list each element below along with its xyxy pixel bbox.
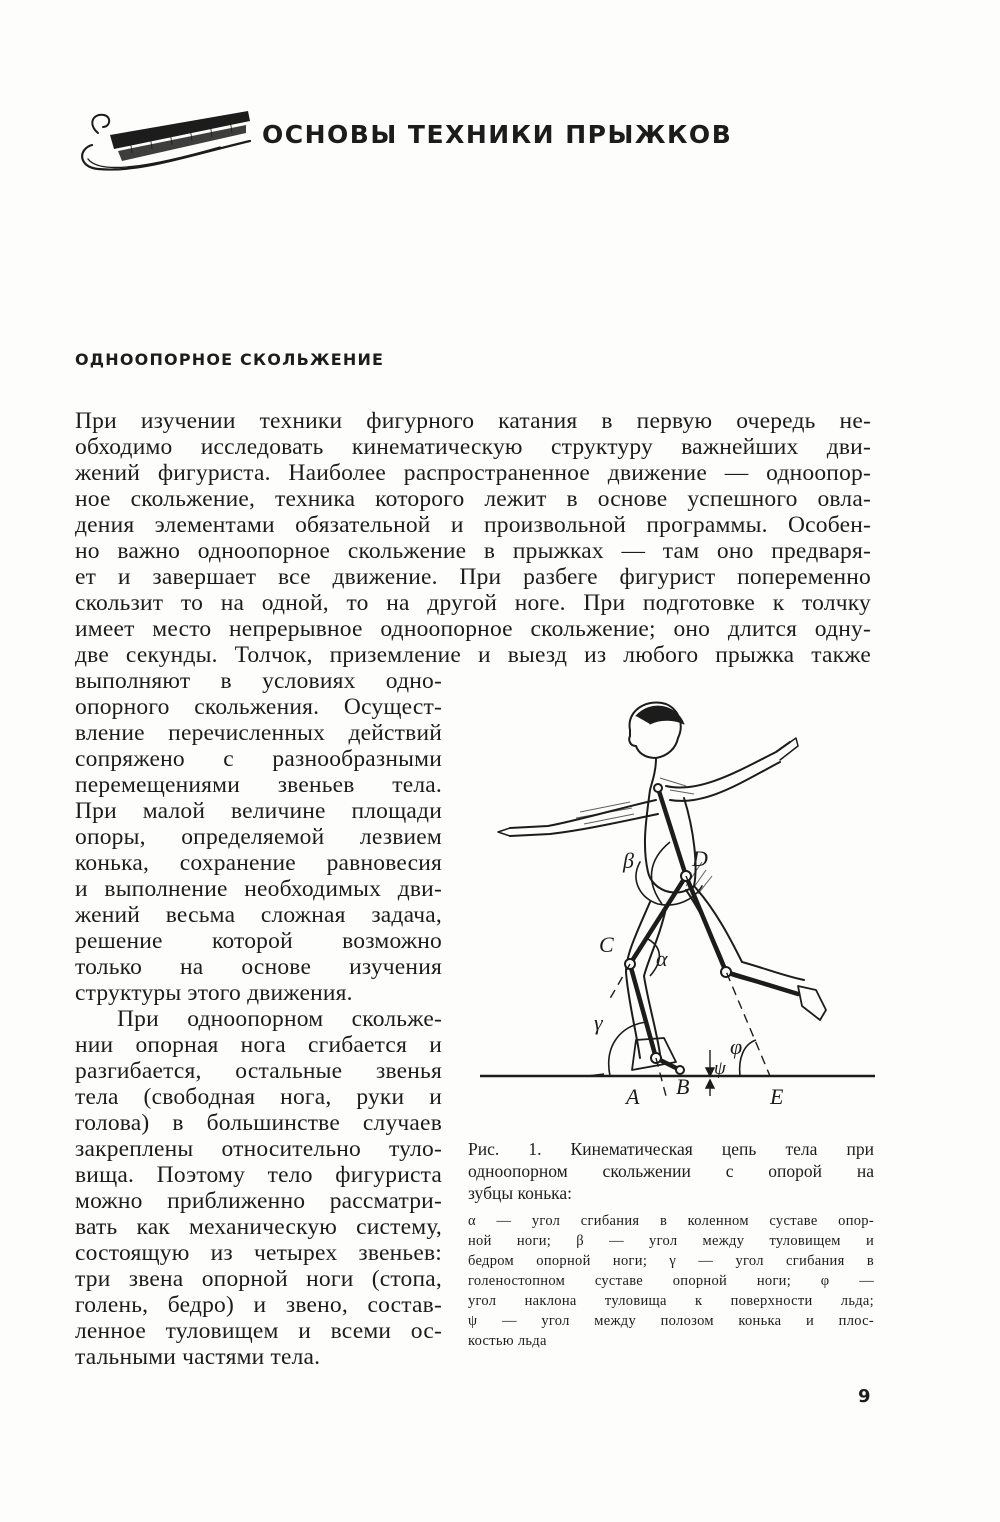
figure-caption-line: зубцы конька: [468,1183,573,1203]
joint-free-knee [721,967,731,977]
body-line: обходимо исследовать кинематическую структуру важнейших дви- [75,434,871,460]
torso-axis-extension [686,876,770,1076]
column-line: вать как механическую систему, [75,1214,442,1240]
column-line: разгибается, остальные звенья [75,1058,442,1084]
column-line: вища. Поэтому тело фигуриста [75,1162,442,1188]
joint-neck [654,784,662,792]
column-line: опоры, определяемой лезвием [75,824,442,850]
skater-extended-arm [510,800,658,836]
column-line: При малой величине площади [75,798,442,824]
column-line: перемещениями звеньев тела. [75,772,442,798]
column-line: состоящую из четырех звеньев: [75,1240,442,1266]
column-line: вление перечисленных действий [75,720,442,746]
column-line: голова) в большинстве случаев [75,1110,442,1136]
column-line: ленное туловищем и всеми ос- [75,1318,442,1344]
body-line: скользит то на одной, то на другой ноге. При подготовке к толчку [75,590,871,616]
figure-caption-line: Рис. 1. Кинематическая цепь тела при [468,1139,874,1159]
beta-arc [652,842,670,904]
label-c: C [599,932,614,957]
body-line: ет и завершает все движение. При разбеге фигурист попеременно [75,564,871,590]
figure-caption-line: одноопорном скольжении с опорой на [468,1161,874,1181]
chapter-title: ОСНОВЫ ТЕХНИКИ ПРЫЖКОВ [262,120,733,149]
column-line: опорного скольжения. Осущест- [75,694,442,720]
figure-legend-line: ψ — угол между полозом конька и плос- [468,1313,874,1329]
column-line: сопряжено с разнообразными [75,746,442,772]
body-line: жений фигуриста. Наиболее распространенное движение — одноопор- [75,460,871,486]
column-line: решение которой возможно [75,928,442,954]
body-line: дения элементами обязательной и произвольной программы. Особен- [75,512,871,538]
figure-legend-line: голеностопном суставе опорной ноги; φ — [468,1273,874,1289]
column-line: только на основе изучения [75,954,442,980]
label-beta: β [623,848,634,873]
label-alpha: α [656,946,668,971]
label-b: B [676,1074,690,1099]
label-gamma: γ [594,1010,603,1035]
column-line: тела (свободная нога, руки и [75,1084,442,1110]
column-line: голень, бедро) и звено, состав- [75,1292,442,1318]
body-line: ное скольжение, техника которого лежит в основе успешного овла- [75,486,871,512]
column-line: конька, сохранение равновесия [75,850,442,876]
label-psi: ψ [714,1058,726,1079]
column-line: выполняют в условиях одно- [75,668,442,694]
label-e: E [770,1084,784,1109]
figure-legend-line: костью льда [468,1333,547,1349]
skate-ornament-icon [70,105,255,185]
column-line: тальными частями тела. [75,1344,321,1370]
page-number: 9 [858,1386,871,1407]
label-phi: φ [730,1034,743,1059]
body-line: две секунды. Толчок, приземление и выезд из любого прыжка также [75,642,871,668]
figure-legend-line: угол наклона туловища к поверхности льда; [468,1293,874,1309]
label-d: D [692,846,708,871]
section-heading: ОДНООПОРНОЕ СКОЛЬЖЕНИЕ [75,350,385,369]
body-line: но важно одноопорное скольжение в прыжках — там оно предваря- [75,538,871,564]
column-line: структуры этого движения. [75,980,353,1006]
column-line: закреплены относительно туло- [75,1136,442,1162]
figure-legend-line: ной ноги; β — угол между туловищем и [468,1233,874,1249]
body-line: имеет место непрерывное одноопорное скольжение; оно длится одну- [75,616,871,642]
skater-kinematic-figure [480,690,880,1125]
figure-legend-line: бедром опорной ноги; γ — угол сгибания в [468,1253,874,1269]
column-line: можно приближенно рассматри- [75,1188,442,1214]
column-line: три звена опорной ноги (стопа, [75,1266,442,1292]
skater-support-leg [626,902,666,1058]
label-a: A [626,1084,640,1109]
column-line: нии опорная нога сгибается и [75,1032,442,1058]
figure-legend-line: α — угол сгибания в коленном суставе опор- [468,1213,874,1229]
column-line: жений весьма сложная задача, [75,902,442,928]
body-line: При изучении техники фигурного катания в первую очередь не- [75,408,871,434]
joint-toe [676,1066,684,1074]
column-line: При одноопорном скольже- [117,1006,442,1032]
column-line: и выполнение необходимых дви- [75,876,442,902]
